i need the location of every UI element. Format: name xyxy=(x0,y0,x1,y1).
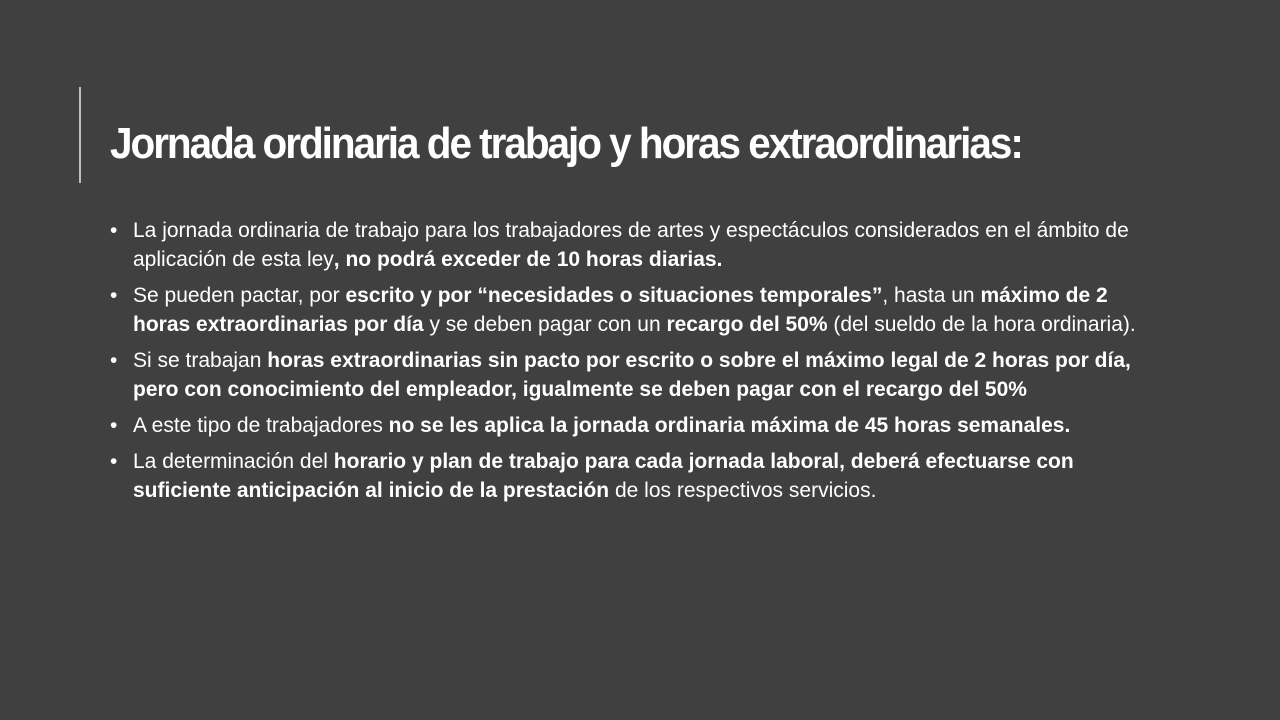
bullet-text-bold: escrito y por “necesidades o situaciones temporales” xyxy=(345,284,883,307)
bullet-text: La determinación del xyxy=(133,450,334,473)
bullet-list xyxy=(110,216,1170,512)
bullet-text: , hasta un xyxy=(882,284,981,307)
bullet-text-bold: recargo del 50% xyxy=(666,313,828,336)
bullet-text-bold: máximo de 2 horas extraordinarias por día xyxy=(133,284,1108,336)
bullet-text-bold: horas extraordinarias sin pacto por escrito o sobre el máximo legal de 2 horas por día, pero con conocimiento del empleador, igualmente se deben pagar con el recargo del 50% xyxy=(133,349,1131,401)
bullet-item xyxy=(110,281,1170,339)
bullet-text: de los respectivos servicios. xyxy=(609,479,877,502)
bullet-text: A este tipo de trabajadores xyxy=(133,414,389,437)
bullet-text-bold: horario y plan de trabajo para cada jornada laboral, deberá efectuarse con suficiente anticipación al inicio de la prestación xyxy=(133,450,1074,502)
bullet-text: y se deben pagar con un xyxy=(423,313,667,336)
slide-title: Jornada ordinaria de trabajo y horas extraordinarias: xyxy=(110,119,1022,168)
bullet-text-bold: , no podrá exceder de 10 horas diarias. xyxy=(333,248,723,271)
bullet-item xyxy=(110,411,1170,440)
bullet-item xyxy=(110,346,1170,404)
bullet-text-bold: no se les aplica la jornada ordinaria máxima de 45 horas semanales. xyxy=(388,414,1071,437)
bullet-text: Si se trabajan xyxy=(133,349,268,372)
bullet-text: La jornada ordinaria de trabajo para los trabajadores de artes y espectáculos considerados en el ámbito de aplicación de esta ley xyxy=(133,219,1129,271)
title-accent-line xyxy=(79,87,81,183)
bullet-item xyxy=(110,447,1170,505)
bullet-text: Se pueden pactar, por xyxy=(133,284,346,307)
bullet-item xyxy=(110,216,1170,274)
bullet-text: (del sueldo de la hora ordinaria). xyxy=(827,313,1136,336)
